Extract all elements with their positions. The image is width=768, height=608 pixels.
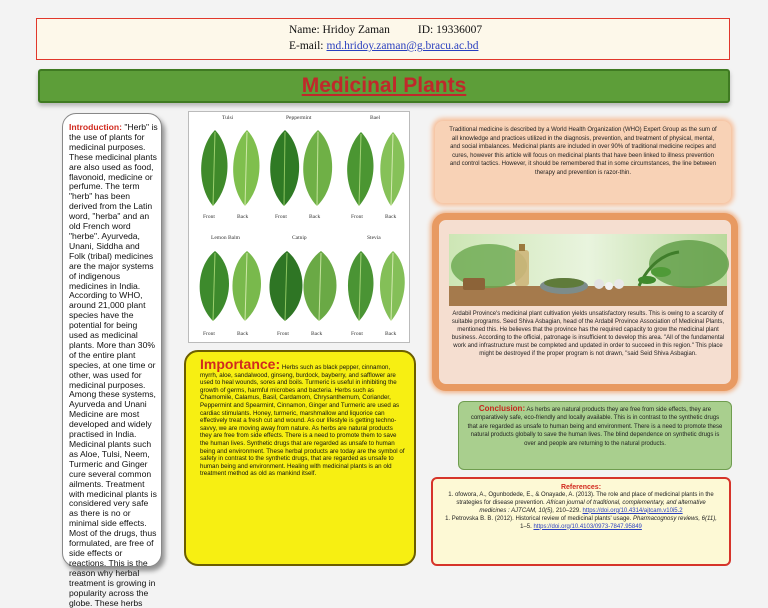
catnip-front-leaf [269, 251, 302, 321]
plant-name-label: Lemon Balm [211, 235, 240, 241]
author-name: Name: Hridoy Zaman [289, 24, 390, 36]
name-id-line [289, 24, 482, 36]
plant-name-label: Peppermint [286, 115, 312, 121]
reference-2-journal: Pharmacognosy reviews, 6(11), [632, 515, 717, 522]
peppermint-back-leaf [303, 130, 332, 206]
conclusion-heading: Conclusion: [478, 404, 526, 413]
front-label: Front [275, 214, 287, 220]
conclusion-box [458, 401, 732, 470]
reference-1-doi-link[interactable]: https://doi.org/10.4314/ajtcam.v10i5.2 [582, 507, 683, 514]
bael-front-leaf [347, 132, 373, 206]
email-link[interactable]: md.hridoy.zaman@g.bracu.ac.bd [326, 40, 479, 52]
reference-1-citation: 1. ofowora, A., Ogunbodede, E., & Onayade, A. (2013). The role and place of medicinal plants in the strategies for disease prevention. [448, 491, 714, 506]
poster-title: Medicinal Plants [301, 74, 467, 97]
plant-name-label: Catnip [292, 235, 307, 241]
ardabil-box [432, 213, 738, 391]
front-label: Front [203, 331, 215, 337]
reference-2 [443, 516, 719, 532]
title-banner [38, 69, 730, 103]
introduction-text: "Herb" is the use of plants for medicinal purposes. These medicinal plants are also used as food, flavonoid, medicine or perfume. The term "herb" has been derived from the Latin word, "herba" and an old French word "herbe". Ayurveda, Unani, Siddha and Folk (tribal) medicines are the major systems of indigenous medicines in India. According to WHO, around 21,000 plant species have the potential for being used as medicinal plants. More than 30% of the entire plant species, at one time or other, was used for medicinal purposes. Among these systems, Ayurveda and Unani Medicine are most developed and widely practised in India. Medicinal plants such as Aloe, Tulsi, Neem, Turmeric and Ginger cure several common ailments. Treatment with medicinal plants is considered very safe as there is no or minimal side effects. Most of the drugs, thus formulated, are free of side effects or reactions. This is the reason why herbal treatment is growing in popularity across the globe. These herbs [69, 122, 158, 608]
back-label: Back [309, 214, 321, 220]
reference-2-doi-link[interactable]: https://doi.org/10.4103/0973-7847.95849 [533, 523, 642, 530]
plant-name-label: Tulsi [222, 115, 234, 121]
front-label: Front [351, 214, 363, 220]
plant-name-label: Bael [370, 115, 381, 121]
front-label: Front [351, 331, 363, 337]
stevia-back-leaf [380, 251, 405, 321]
introduction-heading: Introduction: [69, 122, 122, 132]
student-id: ID: 19336007 [417, 24, 483, 36]
conclusion-text: As herbs are natural products they are free from side effects, they are comparatively safe, eco-friendly and locally available. This is in contrast to the synthetic drugs that are regarded as unsafe to human being and environment. There is a need to promote these natural products globally to save the human lives. The blind dependence on synthetic drugs is over and people are returning to the natural products. [467, 407, 723, 447]
catnip-back-leaf [303, 251, 336, 321]
leaves-row-2 [189, 245, 411, 327]
reference-1-journal: African journal of traditional, complementary, and alternative medicines : AJTCAM, 10(5), [479, 499, 706, 514]
importance-heading: Importance: [200, 356, 281, 372]
bael-back-leaf [380, 132, 404, 206]
tulsi-front-leaf [201, 130, 227, 206]
back-label: Back [385, 214, 397, 220]
plant-leaves-figure [188, 111, 410, 343]
email-label: E-mail: [289, 40, 324, 52]
herbal-medicine-photo [449, 234, 727, 306]
importance-text: Herbs such as black pepper, cinnamon, myrrh, aloe, sandalwood, ginseng, burdock, bayberry, and safflower are used to heal wounds, sores and boils. Turmeric is useful in inhibiting the growth of germs, harmful microbes and bacteria. Herbs such as Chamomile, Calamus, Basil, Cardamom, Chrysanthemum, Coriander, Peppermint and Spearmint, Cinnamon, Ginger and Turmeric are used as cardiac stimulants. Honey, turmeric, marshmallow and liquorice can effectively treat a fresh cut and wound. As our lifestyle is getting techno-savvy, we are moving away from nature. As herbs are natural products they are free from side effects. There is a need to promote them to save the human lives. Synthetic drugs that are regarded as unsafe to human being and environment. These herbal products are today are the symbol of safety in contrast to the synthetic drugs, that are regarded as unsafe to human being and environment. Healing with medicinal plants is an old treatment method as old as mankind itself. [200, 364, 405, 478]
reference-1-pages: 210–229. [555, 507, 581, 514]
back-label: Back [237, 214, 249, 220]
importance-box [184, 350, 416, 566]
tulsi-back-leaf [233, 130, 259, 206]
traditional-medicine-box [435, 121, 731, 203]
reference-1 [443, 492, 719, 516]
lemon-balm-back-leaf [232, 251, 261, 321]
peppermint-front-leaf [270, 130, 299, 206]
introduction-box [62, 113, 162, 608]
leaves-row-1 [189, 124, 411, 214]
ardabil-text: Ardabil Province's medicinal plant cultivation yields unsatisfactory results. This is owing to a scarcity of suitable programs. Seed Shiva Asbagian, head of the Ardabil Province Association of Medicinal Plants, mentioned this. He believes that the province has the required capacity to grow the medicinal plant business. According to the official, patronage is insufficient to develop this area. "All of the fundamental work and infrastructure must be completed and updated in order to succeed in this region." This place might be destroyed if the proper program is not drawn, "said Seid Shiva Asbagian. [451, 311, 725, 357]
back-label: Back [385, 331, 397, 337]
reference-2-pages: 1–5. [520, 523, 532, 530]
herbal-photo-illustration [449, 234, 727, 306]
author-header [36, 18, 730, 60]
lemon-balm-front-leaf [200, 251, 229, 321]
stevia-front-leaf [348, 251, 374, 321]
email-line [289, 40, 478, 52]
back-label: Back [311, 331, 323, 337]
back-label: Back [237, 331, 249, 337]
references-heading: References: [560, 484, 602, 491]
traditional-medicine-text: Traditional medicine is described by a World Health Organization (WHO) Expert Group as the sum of all knowledge and practices utilized in the diagnosis, prevention, and treatment of physical, mental, and social imbalances. Medicinal plants are included in over 90% of traditional medicine recipes and cures, however this article will focus on medicinal plants that have been linked to illness prevention and control tactics. However, it should be remembered that in some circumstances, the line between therapy and prevention is razor-thin. [449, 127, 717, 176]
plant-name-label: Stevia [367, 235, 381, 241]
front-label: Front [203, 214, 215, 220]
references-box [431, 477, 731, 566]
front-label: Front [277, 331, 289, 337]
reference-2-citation: 1. Petrovska B. B. (2012). Historical review of medicinal plants' usage. [445, 515, 632, 522]
